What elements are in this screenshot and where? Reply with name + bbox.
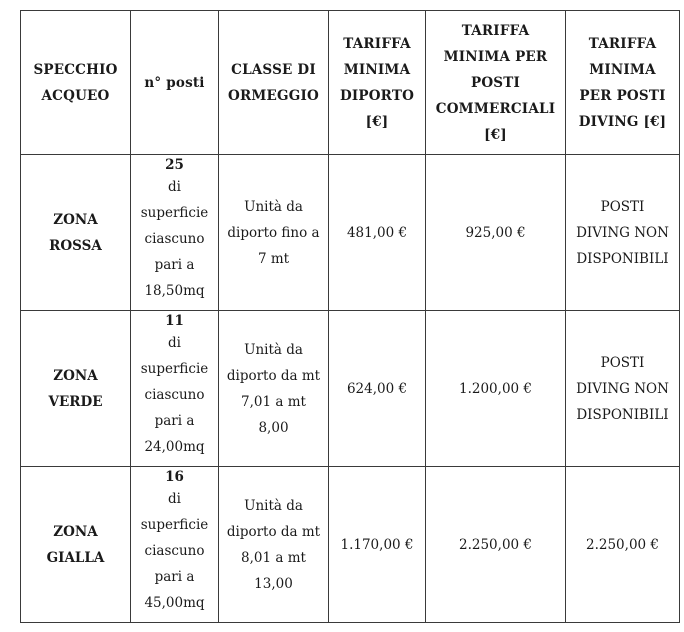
count-desc-line: 18,50mq bbox=[144, 283, 205, 299]
diving-line: POSTI bbox=[600, 354, 645, 371]
class-line: 7,01 a mt bbox=[241, 393, 306, 410]
class-line: Unità da bbox=[244, 497, 303, 514]
header-line: COMMERCIALI bbox=[435, 100, 556, 117]
class-cell bbox=[219, 155, 329, 311]
header-line: ORMEGGIO bbox=[228, 87, 319, 104]
class-cell bbox=[219, 467, 329, 623]
header-n-posti bbox=[131, 11, 219, 155]
zone-line: ZONA bbox=[53, 211, 98, 228]
diving-line: DIVING NON bbox=[576, 224, 669, 241]
diporto-price-cell: 481,00 € bbox=[329, 155, 426, 311]
zone-cell bbox=[21, 155, 131, 311]
header-line: TARIFFA bbox=[588, 35, 657, 52]
count-cell bbox=[131, 155, 219, 311]
class-line: 7 mt bbox=[257, 250, 290, 267]
class-line: diporto da mt bbox=[226, 367, 321, 384]
zone-cell bbox=[21, 467, 131, 623]
commerciali-price-cell: 1.200,00 € bbox=[426, 311, 566, 467]
header-line: CLASSE DI bbox=[231, 61, 316, 78]
header-row bbox=[21, 11, 680, 155]
header-line: POSTI bbox=[470, 74, 521, 91]
count-desc-line: di bbox=[168, 335, 181, 351]
header-line: [€] bbox=[365, 113, 389, 130]
class-line: diporto da mt bbox=[226, 523, 321, 540]
class-line: diporto fino a bbox=[227, 224, 320, 241]
count-desc-line: ciascuno bbox=[144, 231, 205, 247]
class-line: Unità da bbox=[244, 341, 303, 358]
count-desc-line: ciascuno bbox=[144, 543, 205, 559]
zone-line: ZONA bbox=[53, 367, 98, 384]
count-desc-line: 24,00mq bbox=[144, 439, 205, 455]
count-value: 11 bbox=[165, 313, 184, 329]
header-specchio-acqueo bbox=[21, 11, 131, 155]
header-tariffa-commerciali bbox=[426, 11, 566, 155]
count-desc-line: di bbox=[168, 179, 181, 195]
count-cell bbox=[131, 311, 219, 467]
zone-cell bbox=[21, 311, 131, 467]
header-line: DIPORTO bbox=[339, 87, 415, 104]
count-desc-line: superficie bbox=[140, 361, 209, 377]
header-line: TARIFFA bbox=[461, 22, 530, 39]
header-line: PER POSTI bbox=[579, 87, 666, 104]
count-desc-line: pari a bbox=[154, 257, 195, 273]
count-cell bbox=[131, 467, 219, 623]
diporto-price-cell: 624,00 € bbox=[329, 311, 426, 467]
count-desc-line: pari a bbox=[154, 413, 195, 429]
header-line: MINIMA PER bbox=[443, 48, 548, 65]
diving-cell bbox=[566, 311, 680, 467]
header-classe-ormeggio bbox=[219, 11, 329, 155]
diving-line: DISPONIBILI bbox=[576, 406, 669, 423]
diving-line: DISPONIBILI bbox=[576, 250, 669, 267]
diving-line: POSTI bbox=[600, 198, 645, 215]
header-line: TARIFFA bbox=[343, 35, 411, 52]
header-line: DIVING [€] bbox=[578, 113, 667, 130]
class-line: 13,00 bbox=[254, 575, 293, 592]
class-line: 8,00 bbox=[258, 419, 289, 436]
count-desc-line: superficie bbox=[140, 205, 209, 221]
count-desc-line: ciascuno bbox=[144, 387, 205, 403]
count-value: 16 bbox=[165, 469, 184, 485]
diving-line: 2.250,00 € bbox=[586, 536, 659, 553]
zone-line: GIALLA bbox=[46, 549, 105, 566]
header-line: MINIMA bbox=[589, 61, 656, 78]
class-line: Unità da bbox=[244, 198, 303, 215]
header-line: n° posti bbox=[144, 74, 205, 91]
count-value: 25 bbox=[165, 157, 184, 173]
count-desc-line: 45,00mq bbox=[144, 595, 205, 611]
diving-line: DIVING NON bbox=[576, 380, 669, 397]
table-row bbox=[21, 311, 680, 467]
header-line: [€] bbox=[484, 126, 507, 143]
commerciali-price-cell: 2.250,00 € bbox=[426, 467, 566, 623]
diving-cell bbox=[566, 467, 680, 623]
class-cell bbox=[219, 311, 329, 467]
tariff-table bbox=[20, 10, 680, 623]
zone-line: VERDE bbox=[48, 393, 103, 410]
table-row bbox=[21, 467, 680, 623]
header-line: ACQUEO bbox=[41, 87, 110, 104]
count-desc-line: superficie bbox=[140, 517, 209, 533]
header-line: SPECCHIO bbox=[33, 61, 118, 78]
zone-line: ZONA bbox=[53, 523, 98, 540]
count-desc-line: di bbox=[168, 491, 181, 507]
header-tariffa-diving bbox=[566, 11, 680, 155]
header-line: MINIMA bbox=[343, 61, 411, 78]
header-tariffa-diporto bbox=[329, 11, 426, 155]
count-desc-line: pari a bbox=[154, 569, 195, 585]
zone-line: ROSSA bbox=[49, 237, 102, 254]
diving-cell bbox=[566, 155, 680, 311]
table-row bbox=[21, 155, 680, 311]
diporto-price-cell: 1.170,00 € bbox=[329, 467, 426, 623]
class-line: 8,01 a mt bbox=[241, 549, 306, 566]
commerciali-price-cell: 925,00 € bbox=[426, 155, 566, 311]
